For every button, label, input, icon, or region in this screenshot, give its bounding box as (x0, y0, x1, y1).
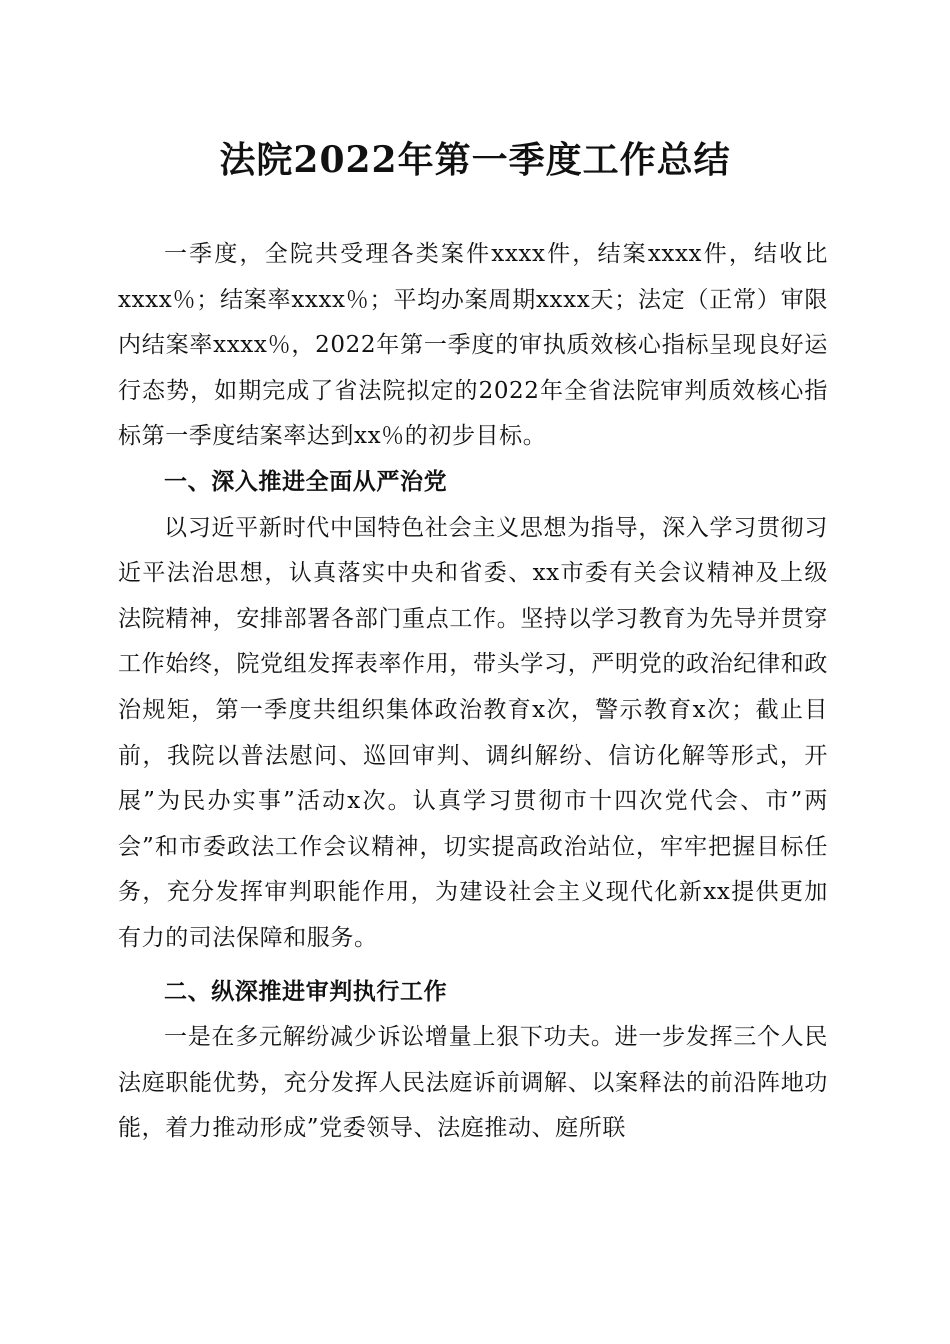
intro-paragraph: 一季度，全院共受理各类案件xxxx件，结案xxxx件，结收比xxxx％；结案率xxxx％；平均办案周期xxxx天；法定（正常）审限内结案率xxxx％，2022年第一季度的审执质效核心指标呈现良好运行态势，如期完成了省法院拟定的2022年全省法院审判质效核心指标第一季度结案率达到xx％的初步目标。 (118, 241, 828, 450)
section-1-heading: 一、深入推进全面从严治党 (164, 468, 448, 495)
document-title: 法院2022年第一季度工作总结 (219, 139, 731, 181)
section-2-heading: 二、纵深推进审判执行工作 (164, 978, 448, 1005)
document-body (118, 232, 828, 1152)
section-2-paragraph: 一是在多元解纷减少诉讼增量上狠下功夫。进一步发挥三个人民法庭职能优势，充分发挥人民法庭诉前调解、以案释法的前沿阵地功能，着力推动形成”党委领导、法庭推动、庭所联 (118, 1024, 828, 1142)
section-1-paragraph: 以习近平新时代中国特色社会主义思想为指导，深入学习贯彻习近平法治思想，认真落实中央和省委、xx市委有关会议精神及上级法院精神，安排部署各部门重点工作。坚持以学习教育为先导并贯穿工作始终，院党组发挥表率作用，带头学习，严明党的政治纪律和政治规矩，第一季度共组织集体政治教育x次，警示教育x次；截止目前，我院以普法慰问、巡回审判、调纠解纷、信访化解等形式，开展”为民办实事”活动x次。认真学习贯彻市十四次党代会、市”两会”和市委政法工作会议精神，切实提高政治站位，牢牢把握目标任务，充分发挥审判职能作用，为建设社会主义现代化新xx提供更加有力的司法保障和服务。 (118, 514, 828, 951)
